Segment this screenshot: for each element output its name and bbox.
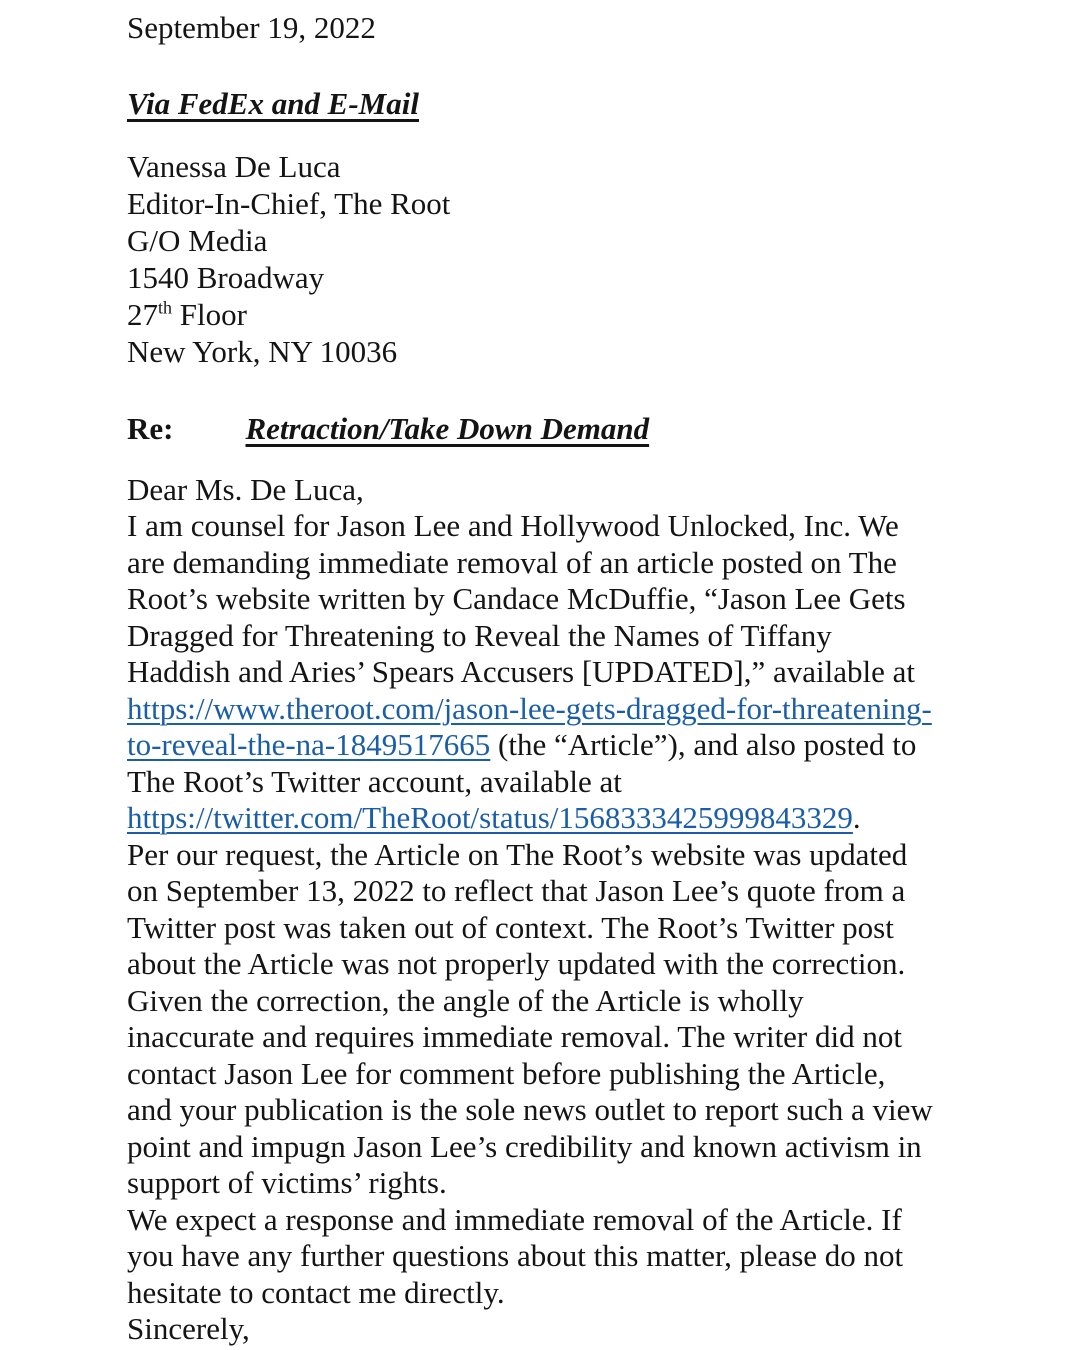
text-segment: New York, NY 10036 (127, 334, 398, 369)
text-segment: hesitate to contact me directly. (127, 1274, 505, 1310)
text-line (127, 508, 980, 545)
text-line (127, 581, 980, 618)
delivery-method-line: Via FedEx and E-Mail (127, 86, 419, 121)
text-segment: contact Jason Lee for comment before publishing the Article, (127, 1055, 886, 1091)
text-line (127, 1165, 980, 1202)
text-segment: We expect a response and immediate removal of the Article. If (127, 1201, 902, 1237)
text-line (127, 296, 980, 333)
text-segment: Floor (171, 297, 247, 332)
text-segment: . (852, 800, 861, 835)
text-line (127, 185, 980, 222)
text-segment: Given the correction, the angle of the Article is wholly (127, 982, 804, 1018)
text-segment: Haddish and Aries’ Spears Accusers [UPDATED],” available at (127, 654, 915, 689)
text-line (127, 1238, 980, 1275)
closing: Sincerely, (127, 1311, 250, 1346)
text-segment: Per our request, the Article on The Root’s website was updated (127, 836, 908, 872)
text-segment: Editor-In-Chief, The Root (127, 186, 451, 221)
text-segment: inaccurate and requires immediate removal. The writer did not (127, 1019, 902, 1054)
text-line (127, 618, 980, 655)
text-segment: Dragged for Threatening to Reveal the Names of Tiffany (127, 617, 832, 653)
text-line (127, 764, 980, 801)
text-line (127, 800, 980, 837)
text-line (127, 983, 980, 1020)
text-line (127, 1202, 980, 1239)
re-subject: Retraction/Take Down Demand (245, 411, 650, 446)
text-segment: point and impugn Jason Lee’s credibility and known activism in (127, 1128, 922, 1164)
text-segment: support of victims’ rights. (127, 1165, 447, 1200)
hyperlink[interactable]: to-reveal-the-na-1849517665 (127, 727, 491, 762)
text-line (127, 837, 980, 874)
text-line (127, 727, 980, 764)
text-segment: (the “Article”), and also posted to (490, 727, 917, 762)
text-segment: are demanding immediate removal of an article posted on The (127, 544, 897, 580)
text-line (127, 1275, 980, 1312)
text-segment: Root’s website written by Candace McDuffie, “Jason Lee Gets (127, 581, 906, 616)
superscript-ordinal: th (158, 297, 172, 318)
text-line (127, 545, 980, 582)
text-segment: Vanessa De Luca (127, 149, 341, 184)
text-line (127, 691, 980, 728)
re-line (127, 411, 980, 448)
text-segment: and your publication is the sole news outlet to report such a view (127, 1092, 933, 1127)
text-segment: Twitter post was taken out of context. The Root’s Twitter post (127, 909, 894, 945)
salutation: Dear Ms. De Luca, (127, 471, 364, 507)
text-segment: on September 13, 2022 to reflect that Jason Lee’s quote from a (127, 873, 906, 908)
text-segment: G/O Media (127, 223, 268, 258)
text-line (127, 873, 980, 910)
recipient-address-block (127, 148, 980, 370)
hyperlink[interactable]: https://twitter.com/TheRoot/status/1568333425999843329 (127, 800, 853, 835)
text-line (127, 148, 980, 185)
letter-body (127, 508, 980, 1311)
hyperlink[interactable]: https://www.theroot.com/jason-lee-gets-dragged-for-threatening- (127, 690, 932, 726)
text-segment: 27 (127, 297, 158, 332)
text-line (127, 1019, 980, 1056)
text-line (127, 910, 980, 947)
text-segment: 1540 Broadway (127, 260, 325, 295)
text-segment: The Root’s Twitter account, available at (127, 763, 622, 799)
letter-date: September 19, 2022 (127, 10, 376, 45)
text-line (127, 333, 980, 370)
text-line (127, 654, 980, 691)
text-line (127, 222, 980, 259)
text-line (127, 1056, 980, 1093)
text-line (127, 1092, 980, 1129)
text-segment: about the Article was not properly updated with the correction. (127, 946, 906, 981)
text-segment: you have any further questions about this matter, please do not (127, 1238, 904, 1273)
re-label: Re: (127, 411, 174, 446)
text-segment: I am counsel for Jason Lee and Hollywood Unlocked, Inc. We (127, 508, 899, 543)
text-line (127, 259, 980, 296)
text-line (127, 1129, 980, 1166)
text-line (127, 946, 980, 983)
